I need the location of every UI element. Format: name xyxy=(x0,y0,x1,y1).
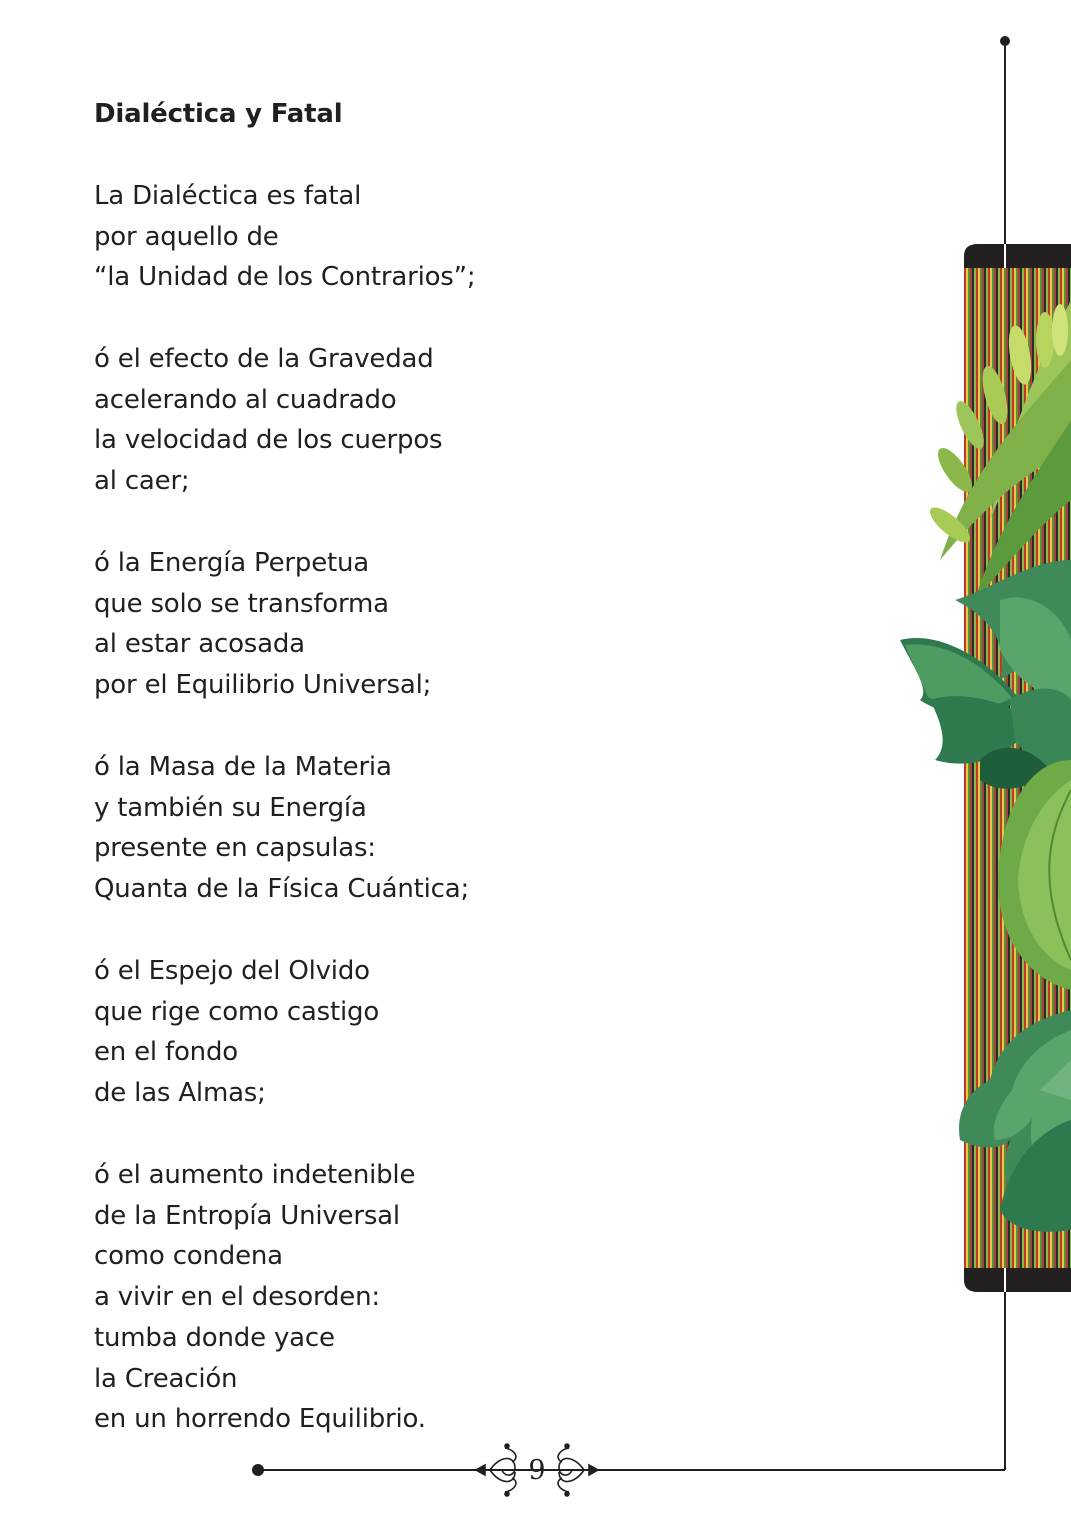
verse-line: al estar acosada xyxy=(94,629,305,660)
stanza-6 xyxy=(94,1155,426,1440)
verse-line: en el fondo xyxy=(94,1037,238,1068)
verse-line: que solo se transforma xyxy=(94,588,389,619)
verse-line: ó la Masa de la Materia xyxy=(94,752,392,782)
verse-line: ó la Energía Perpetua xyxy=(94,548,369,578)
verse-line: tumba donde yace xyxy=(94,1322,335,1353)
verse-line: la Creación xyxy=(94,1363,238,1394)
stanza-2 xyxy=(94,339,442,502)
stanza-4 xyxy=(94,747,469,910)
page-number: 9 xyxy=(528,1455,546,1486)
stanza-1 xyxy=(94,176,476,298)
stanza-3 xyxy=(94,543,431,706)
verse-line: como condena xyxy=(94,1241,283,1272)
verse-line: que rige como castigo xyxy=(94,996,380,1027)
verse-line: ó el aumento indetenible xyxy=(94,1160,416,1190)
verse-line: La Dialéctica es fatal xyxy=(94,181,362,211)
verse-line: Quanta de la Física Cuántica; xyxy=(94,874,470,905)
verse-line: de la Entropía Universal xyxy=(94,1200,400,1231)
verse-line: y también su Energía xyxy=(94,792,367,823)
verse-line: acelerando al cuadrado xyxy=(94,384,397,415)
verse-line: al caer; xyxy=(94,466,190,497)
verse-line: presente en capsulas: xyxy=(94,833,376,864)
verse-line: de las Almas; xyxy=(94,1078,266,1109)
verse-line: ó el efecto de la Gravedad xyxy=(94,344,434,374)
verse-line: en un horrendo Equilibrio. xyxy=(94,1404,426,1435)
stanza-5 xyxy=(94,951,379,1114)
verse-line: por el Equilibrio Universal; xyxy=(94,670,432,701)
verse-line: la velocidad de los cuerpos xyxy=(94,425,443,456)
verse-line: “la Unidad de los Contrarios”; xyxy=(94,262,476,293)
verse-line: ó el Espejo del Olvido xyxy=(94,956,370,986)
poem-title: Dialéctica y Fatal xyxy=(94,99,343,129)
verse-line: por aquello de xyxy=(94,221,279,252)
verse-line: a vivir en el desorden: xyxy=(94,1282,380,1313)
